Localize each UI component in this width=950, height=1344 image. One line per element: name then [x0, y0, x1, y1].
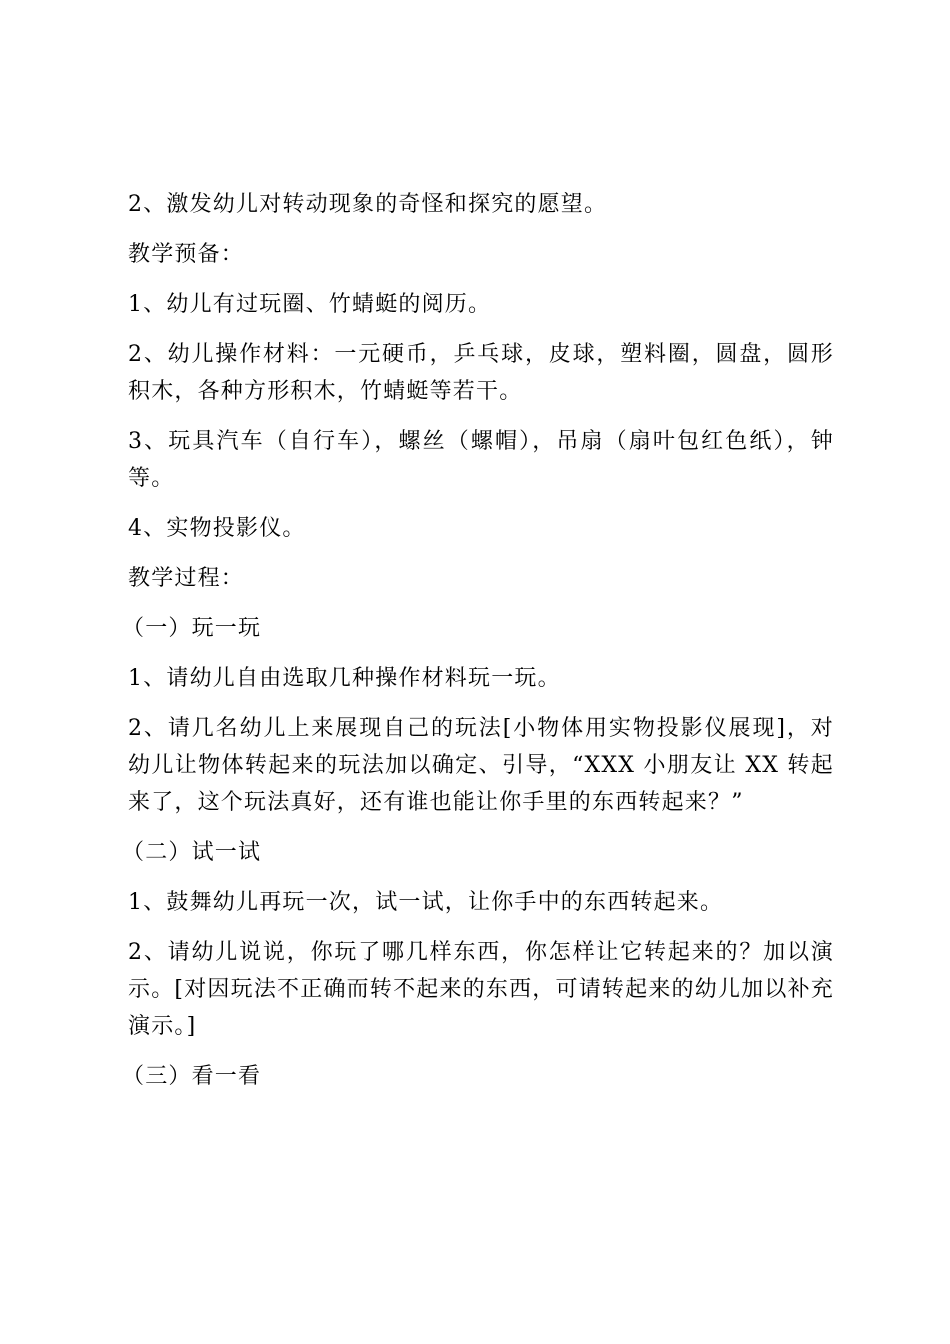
process-item-2-1: 1、鼓舞幼儿再玩一次，试一试，让你手中的东西转起来。 [128, 890, 724, 915]
preparation-item-3: 3、玩具汽车（自行车），螺丝（螺帽），吊扇（扇叶包红色纸），钟等。 [128, 429, 834, 491]
process-item-1-1: 1、请幼儿自由选取几种操作材料玩一玩。 [128, 666, 561, 691]
process-item-2-2: 2、请幼儿说说，你玩了哪几样东西，你怎样让它转起来的？加以演示。[对因玩法不正确而转不起来的东西，可请转起来的幼儿加以补充演示。] [128, 940, 834, 1039]
process-item-1-2: 2、请几名幼儿上来展现自己的玩法[小物体用实物投影仪展现]，对幼儿让物体转起来的玩法加以确定、引导，“XXX 小朋友让 XX 转起来了，这个玩法真好，还有谁也能让你手里的东西转起来？” [128, 716, 834, 815]
section-heading-2: （二）试一试 [122, 840, 262, 865]
section-heading-3: （三）看一看 [122, 1064, 262, 1089]
preparation-item-4: 4、实物投影仪。 [128, 516, 306, 541]
heading-process: 教学过程： [128, 566, 245, 591]
document-body [122, 186, 834, 1108]
preparation-item-1: 1、幼儿有过玩圈、竹蜻蜓的阅历。 [128, 292, 492, 317]
heading-preparation: 教学预备： [128, 242, 245, 267]
section-heading-1: （一）玩一玩 [122, 616, 262, 641]
preparation-item-2: 2、幼儿操作材料：一元硬币，乒乓球，皮球，塑料圈，圆盘，圆形积木，各种方形积木，竹蜻蜓等若干。 [128, 342, 834, 404]
goal-item-2: 2、激发幼儿对转动现象的奇怪和探究的愿望。 [128, 192, 608, 217]
